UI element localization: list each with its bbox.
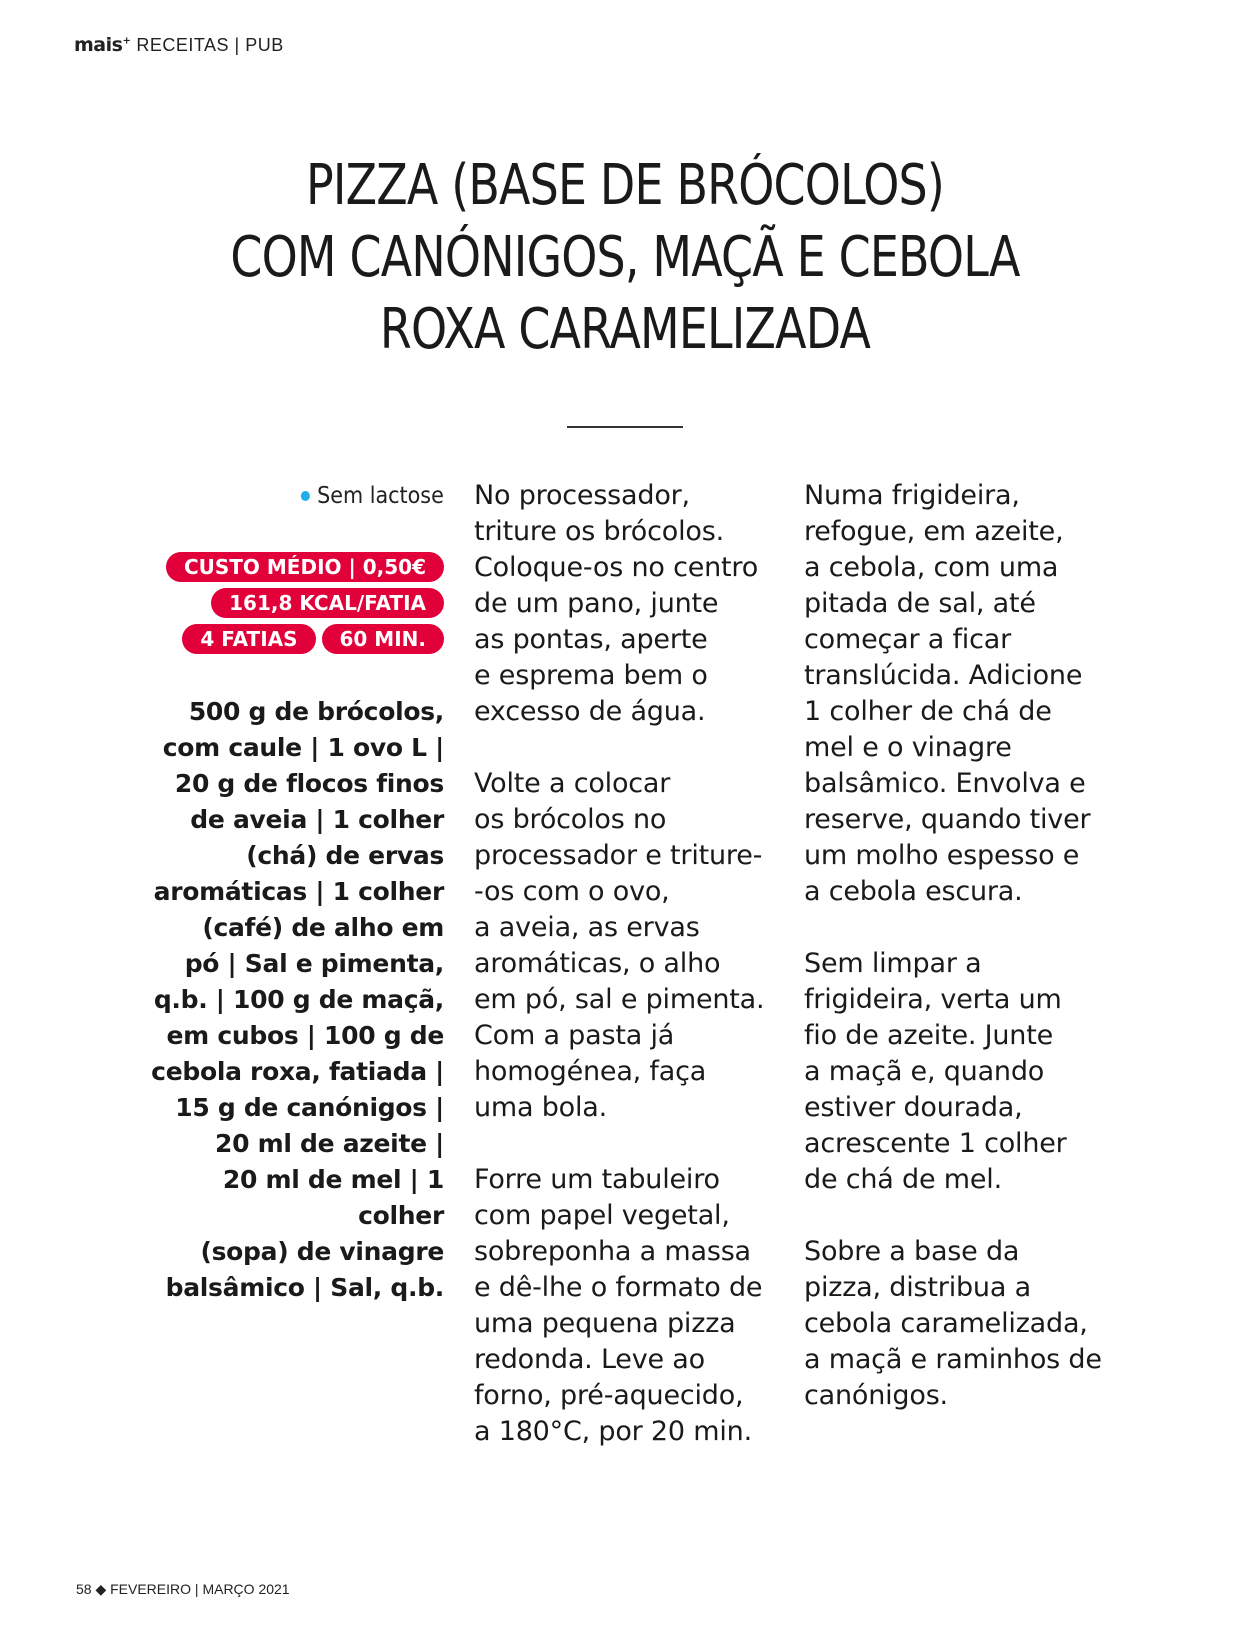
ingredients-list — [144, 694, 444, 1306]
diet-tag — [301, 483, 444, 509]
ingredient-line: cebola roxa, fatiada | — [151, 1057, 444, 1086]
cost-badge: CUSTO MÉDIO | 0,50€ — [166, 552, 444, 582]
ingredient-line: q.b. | 100 g de maçã, — [153, 985, 444, 1014]
title-line-2: COM CANÓNIGOS, MAÇÃ E CEBOLA — [230, 225, 1020, 290]
section-label: RECEITAS | PUB — [136, 35, 284, 55]
title-divider — [567, 426, 683, 428]
brand-logo: mais+ — [74, 34, 131, 56]
ingredient-line: 15 g de canónigos | — [175, 1093, 444, 1122]
ingredient-line: (chá) de ervas — [246, 841, 444, 870]
page-header — [74, 34, 284, 56]
bullet-dot-icon — [301, 491, 310, 501]
ingredient-line: 20 g de flocos finos — [174, 769, 444, 798]
ingredient-line: de aveia | 1 colher — [190, 805, 444, 834]
ingredient-line: 20 ml de mel | 1 colher — [222, 1165, 444, 1230]
ingredient-line: com caule | 1 ovo L | — [162, 733, 444, 762]
title-line-1: PIZZA (BASE DE BRÓCOLOS) — [306, 153, 944, 218]
step-paragraph: Forre um tabuleiro com papel vegetal, sobreponha a massa e dê-lhe o formato de uma pequena pizza redonda. Leve ao forno, pré-aquecido, a 180°C, por 20 min. — [474, 1164, 763, 1447]
ingredient-line: 500 g de brócolos, — [188, 697, 444, 726]
title-line-3: ROXA CARAMELIZADA — [379, 297, 871, 362]
recipe-badges — [166, 552, 444, 654]
ingredient-line: em cubos | 100 g de — [166, 1021, 444, 1050]
servings-badge: 4 FATIAS — [182, 624, 315, 654]
step-paragraph: Volte a colocar os brócolos no processador e triture- -os com o ovo, a aveia, as ervas aromáticas, o alho em pó, sal e pimenta. Com a pasta já homogénea, faça uma bola. — [474, 768, 765, 1123]
diet-tag-label: Sem lactose — [317, 483, 444, 509]
ingredient-line: aromáticas | 1 colher — [153, 877, 444, 906]
kcal-badge: 161,8 KCAL/FATIA — [211, 588, 444, 618]
ingredient-line: 20 ml de azeite | — [215, 1129, 444, 1158]
step-paragraph: Sem limpar a frigideira, verta um fio de azeite. Junte a maçã e, quando estiver dourada, acrescente 1 colher de chá de mel. — [804, 948, 1067, 1195]
step-paragraph: No processador, triture os brócolos. Coloque-os no centro de um pano, junte as pontas, aperte e esprema bem o excesso de água. — [474, 480, 759, 727]
badge-row — [182, 624, 444, 654]
ingredient-line: (sopa) de vinagre — [200, 1237, 444, 1266]
ingredient-line: pó | Sal e pimenta, — [184, 949, 444, 978]
step-paragraph: Sobre a base da pizza, distribua a cebola caramelizada, a maçã e raminhos de canónigos. — [804, 1236, 1102, 1411]
ingredient-line: (café) de alho em — [202, 913, 444, 942]
step-paragraph: Numa frigideira, refogue, em azeite, a cebola, com uma pitada de sal, até começar a ficar translúcida. Adicione 1 colher de chá de mel e o vinagre balsâmico. Envolva e reserve, quando tiver um molho espesso e a cebola escura. — [804, 480, 1091, 907]
time-badge: 60 MIN. — [322, 624, 444, 654]
page-footer: 58 ◆ FEVEREIRO | MARÇO 2021 — [76, 1581, 290, 1597]
steps-column-1 — [474, 478, 804, 1486]
recipe-title — [113, 150, 1138, 366]
ingredient-line: balsâmico | Sal, q.b. — [165, 1273, 444, 1302]
steps-column-2 — [804, 478, 1144, 1450]
